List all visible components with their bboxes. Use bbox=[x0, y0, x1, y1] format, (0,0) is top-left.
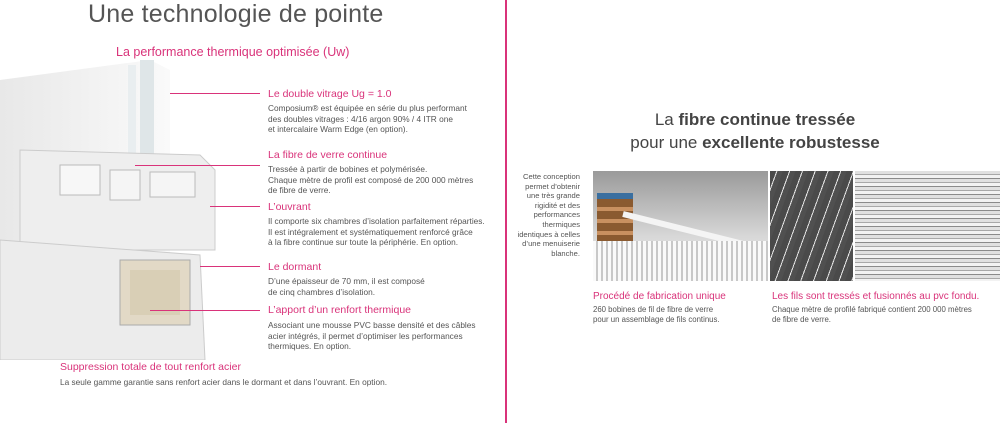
callout-line bbox=[150, 310, 260, 311]
caption-heading: Les fils sont tressés et fusionnés au pvc fondu. bbox=[772, 291, 980, 302]
fused-fiber-photo bbox=[855, 171, 1000, 281]
feature-heading: La fibre de verre continue bbox=[268, 149, 388, 161]
feature-heading: L’apport d’un renfort thermique bbox=[268, 304, 412, 316]
feature-text: D’une épaisseur de 70 mm, il est composé de cinq chambres d’isolation. bbox=[268, 276, 425, 297]
callout-line bbox=[135, 165, 260, 166]
feature-heading: Le double vitrage Ug = 1.0 bbox=[268, 88, 392, 100]
callout-line bbox=[210, 206, 260, 207]
caption-heading: Procédé de fabrication unique bbox=[593, 291, 726, 302]
bottom-text: La seule gamme garantie sans renfort acier dans le dormant et dans l’ouvrant. En option. bbox=[60, 377, 387, 387]
feature-text: Composium® est équipée en série du plus performant des doubles vitrages : 4/16 argon 90% / 4 ITR one et intercalaire Warm Edge (en option). bbox=[268, 103, 467, 134]
callout-line bbox=[170, 93, 260, 94]
page-title: Une technologie de pointe bbox=[88, 0, 384, 28]
feature-heading: Le dormant bbox=[268, 261, 322, 273]
side-text: Cette conception permet d’obtenir une très grande rigidité et des performances thermiques identiques à celles d’une menuiserie blanche. bbox=[517, 172, 580, 258]
feature-heading: L’ouvrant bbox=[268, 201, 311, 213]
feature-text: Il comporte six chambres d’isolation parfaitement réparties. Il est intégralement et systématiquement renforcé grâce à la fibre continue sur toute la périphérie. En option. bbox=[268, 216, 485, 247]
manufacturing-photo bbox=[593, 171, 768, 281]
bottom-heading: Suppression totale de tout renfort acier bbox=[60, 361, 241, 373]
caption-text: Chaque mètre de profilé fabriqué contient 200 000 mètres de fibre de verre. bbox=[772, 305, 972, 324]
fiber-strands-photo bbox=[770, 171, 853, 281]
feature-text: Tressée à partir de bobines et polymérisée. Chaque mètre de profil est composé de 200 000 mètres de fibre de verre. bbox=[268, 164, 474, 195]
callout-line bbox=[200, 266, 260, 267]
window-profile-illustration bbox=[0, 60, 260, 360]
right-heading: La fibre continue tressée pour une excellente robustesse bbox=[630, 110, 880, 152]
caption-text: 260 bobines de fil de fibre de verre pour un assemblage de fils continus. bbox=[593, 305, 720, 324]
subtitle: La performance thermique optimisée (Uw) bbox=[116, 45, 350, 59]
divider bbox=[505, 0, 507, 423]
feature-text: Associant une mousse PVC basse densité et des câbles acier intégrés, il permet d’optimiser les performances thermiques. En option. bbox=[268, 320, 476, 351]
